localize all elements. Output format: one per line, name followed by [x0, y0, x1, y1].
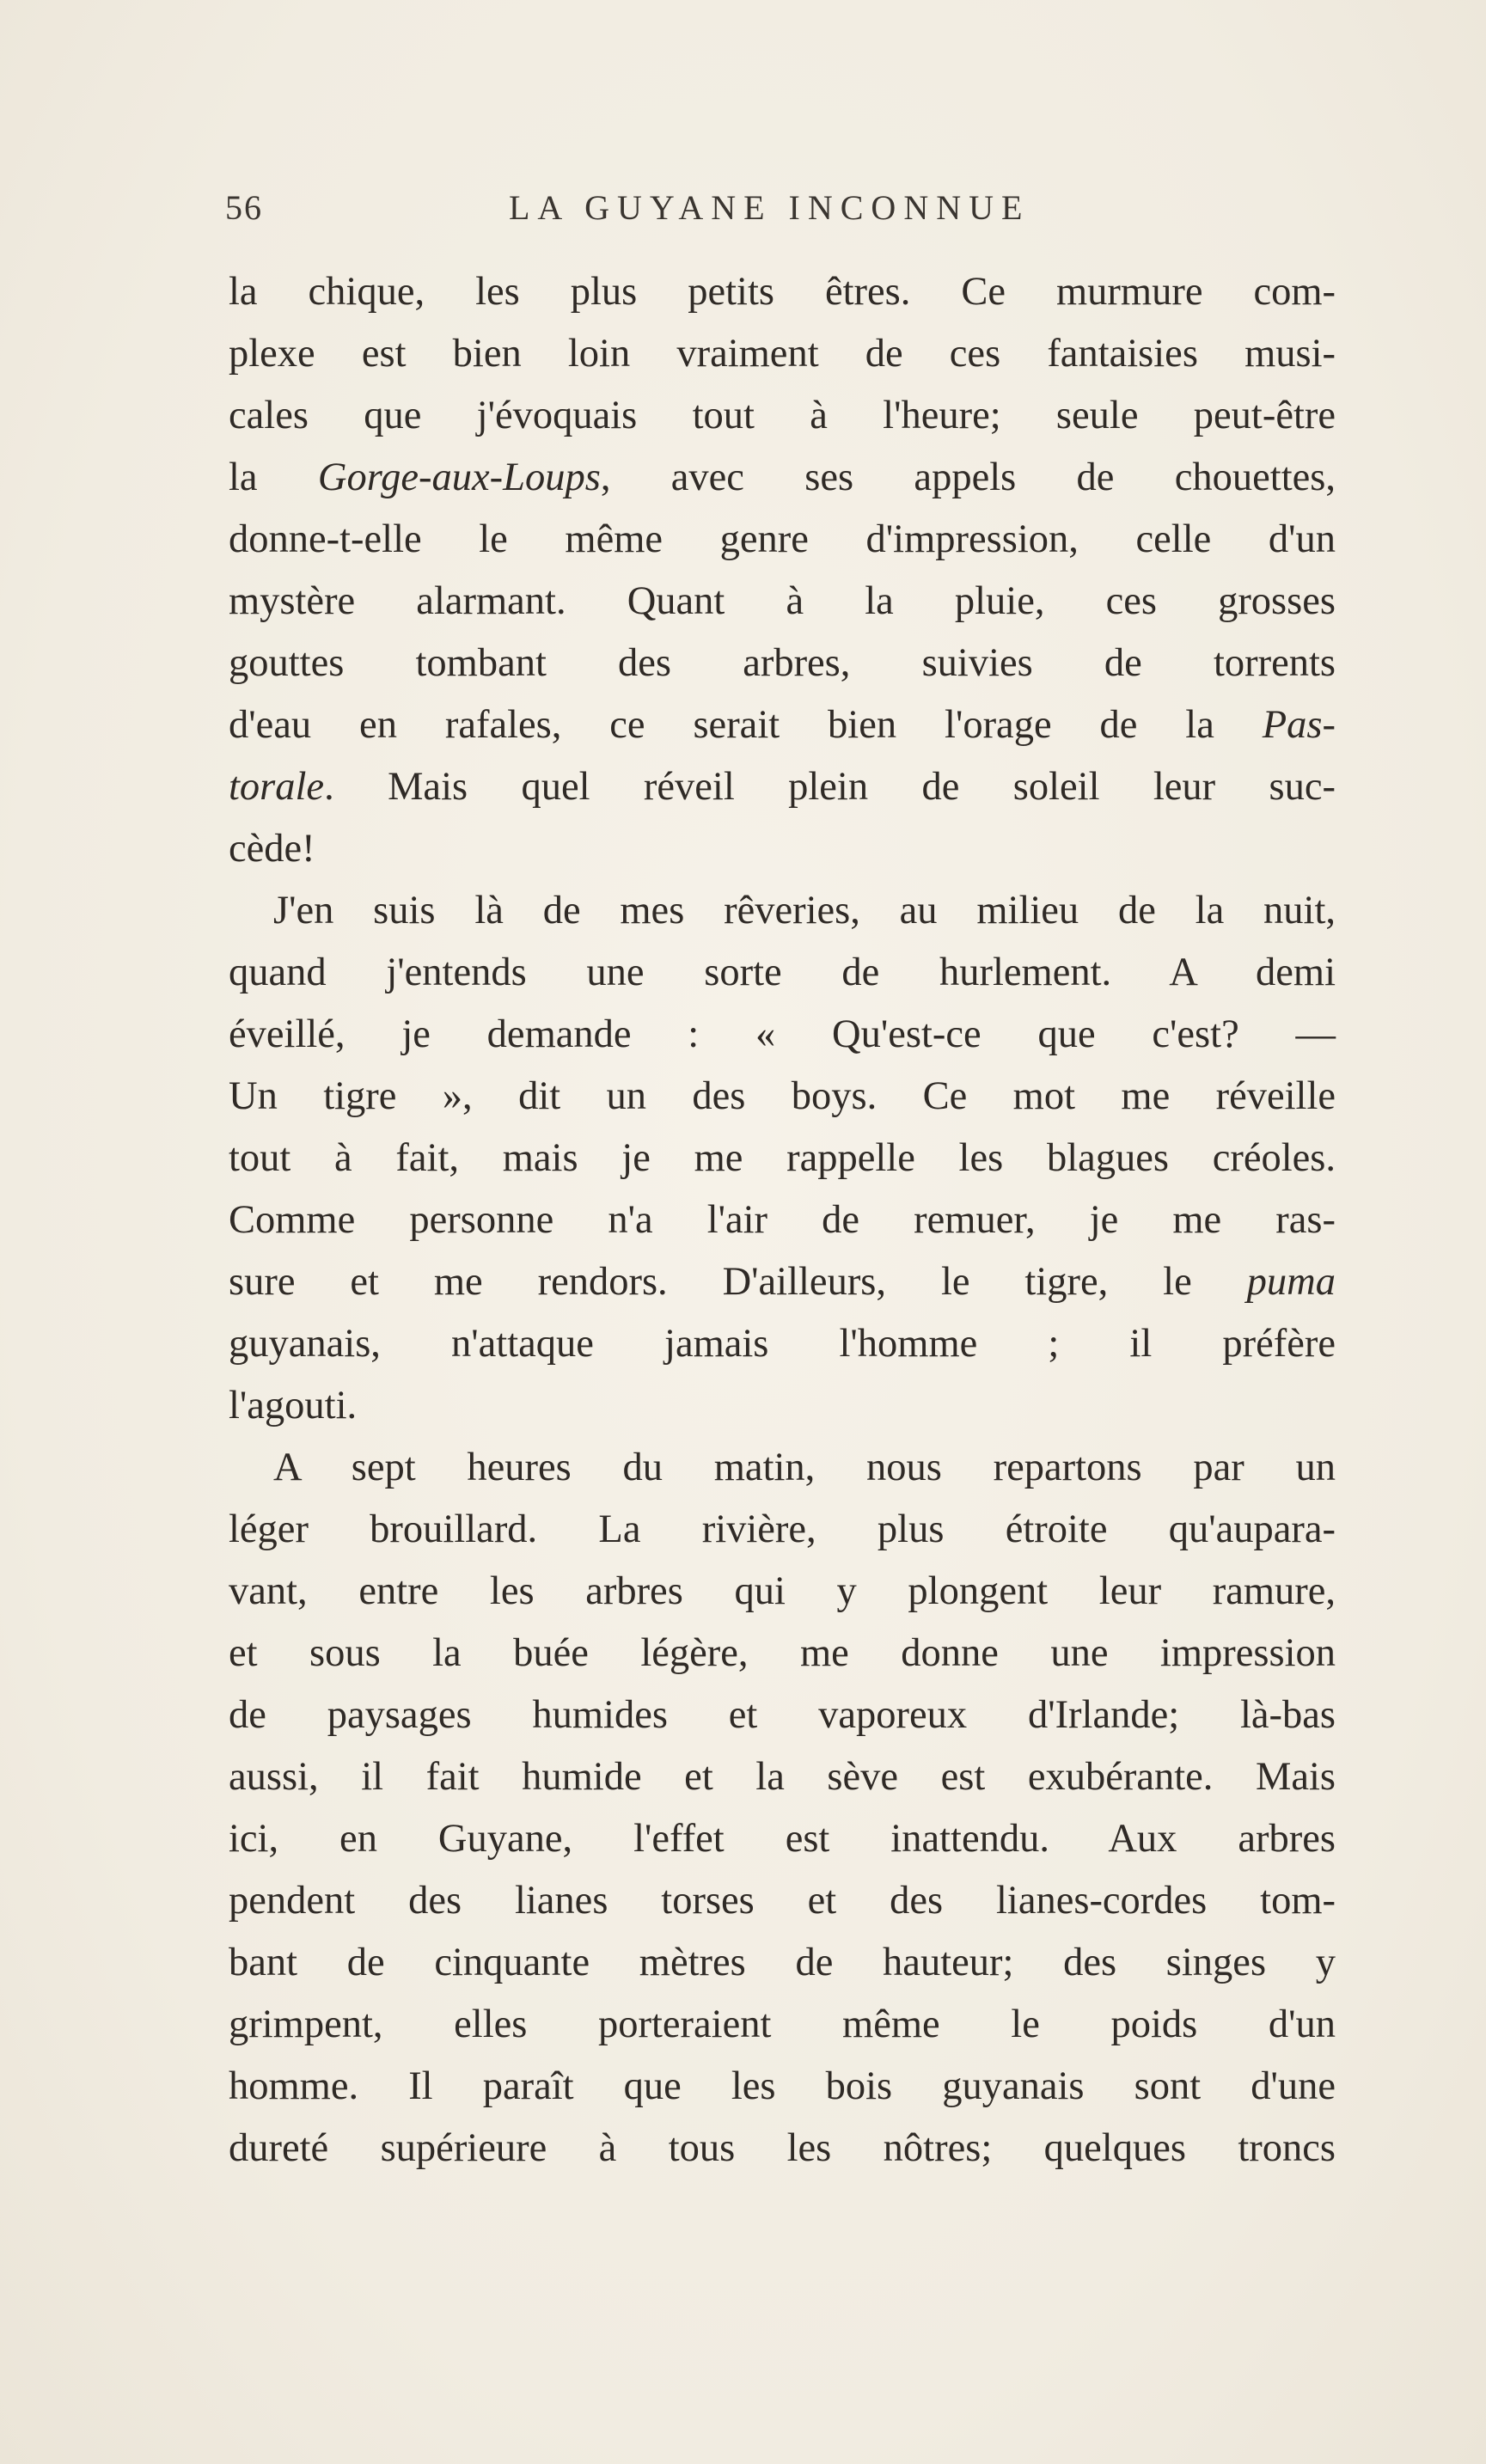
text-line: guyanais, n'attaque jamais l'homme ; il préfère	[229, 1322, 1336, 1366]
text-line: Un tigre », dit un des boys. Ce mot me réveille	[229, 1074, 1336, 1118]
italic-word: puma	[1246, 1260, 1336, 1304]
text-line: pendent des lianes torses et des lianes-cordes tom-	[229, 1879, 1336, 1923]
text-line: torale. Mais quel réveil plein de soleil leur suc-	[229, 765, 1336, 809]
text-line: sure et me rendors. D'ailleurs, le tigre, le puma	[229, 1260, 1336, 1304]
page-number: 56	[225, 188, 263, 227]
text-line: la chique, les plus petits êtres. Ce murmure com-	[229, 270, 1336, 314]
text-line: l'agouti.	[229, 1384, 358, 1428]
text-line: gouttes tombant des arbres, suivies de torrents	[229, 641, 1336, 685]
text-line: A sept heures du matin, nous repartons par un	[273, 1446, 1336, 1489]
text-line: bant de cinquante mètres de hauteur; des singes y	[229, 1941, 1336, 1984]
text-line: ici, en Guyane, l'effet est inattendu. Aux arbres	[229, 1817, 1336, 1861]
text-line: J'en suis là de mes rêveries, au milieu de la nuit,	[273, 889, 1336, 932]
text-line: mystère alarmant. Quant à la pluie, ces grosses	[229, 579, 1336, 623]
italic-work-title: Pas-	[1262, 703, 1336, 747]
text-line: et sous la buée légère, me donne une impression	[229, 1631, 1336, 1675]
text-line: Comme personne n'a l'air de remuer, je me ras-	[229, 1198, 1336, 1242]
text-line: éveillé, je demande : « Qu'est-ce que c'est? —	[229, 1012, 1336, 1056]
text-line: d'eau en rafales, ce serait bien l'orage de la Pas-	[229, 703, 1336, 747]
text-line: quand j'entends une sorte de hurlement. A demi	[229, 951, 1336, 994]
text-line: léger brouillard. La rivière, plus étroite qu'aupara-	[229, 1507, 1336, 1551]
text-line: cède!	[229, 827, 315, 871]
text-line: vant, entre les arbres qui y plongent leur ramure,	[229, 1569, 1336, 1613]
text-line: tout à fait, mais je me rappelle les blagues créoles.	[229, 1136, 1336, 1180]
text-line: plexe est bien loin vraiment de ces fantaisies musi-	[229, 332, 1336, 376]
text-line: donne-t-elle le même genre d'impression, celle d'un	[229, 517, 1336, 561]
text-line: grimpent, elles porteraient même le poids d'un	[229, 2002, 1336, 2046]
text-line: dureté supérieure à tous les nôtres; quelques troncs	[229, 2126, 1336, 2170]
running-title: LA GUYANE INCONNUE	[509, 188, 1030, 227]
text-line: la Gorge-aux-Loups, avec ses appels de chouettes,	[229, 456, 1336, 499]
body-text	[229, 261, 1336, 2180]
text-line: aussi, il fait humide et la sève est exubérante. Mais	[229, 1755, 1336, 1799]
italic-place-name: Gorge-aux-Loups	[317, 456, 601, 499]
italic-work-title: torale	[229, 765, 325, 809]
text-line: de paysages humides et vaporeux d'Irlande; là-bas	[229, 1693, 1336, 1737]
text-line: homme. Il paraît que les bois guyanais sont d'une	[229, 2064, 1336, 2108]
text-line: cales que j'évoquais tout à l'heure; seule peut-être	[229, 394, 1336, 437]
running-header	[225, 187, 1341, 239]
